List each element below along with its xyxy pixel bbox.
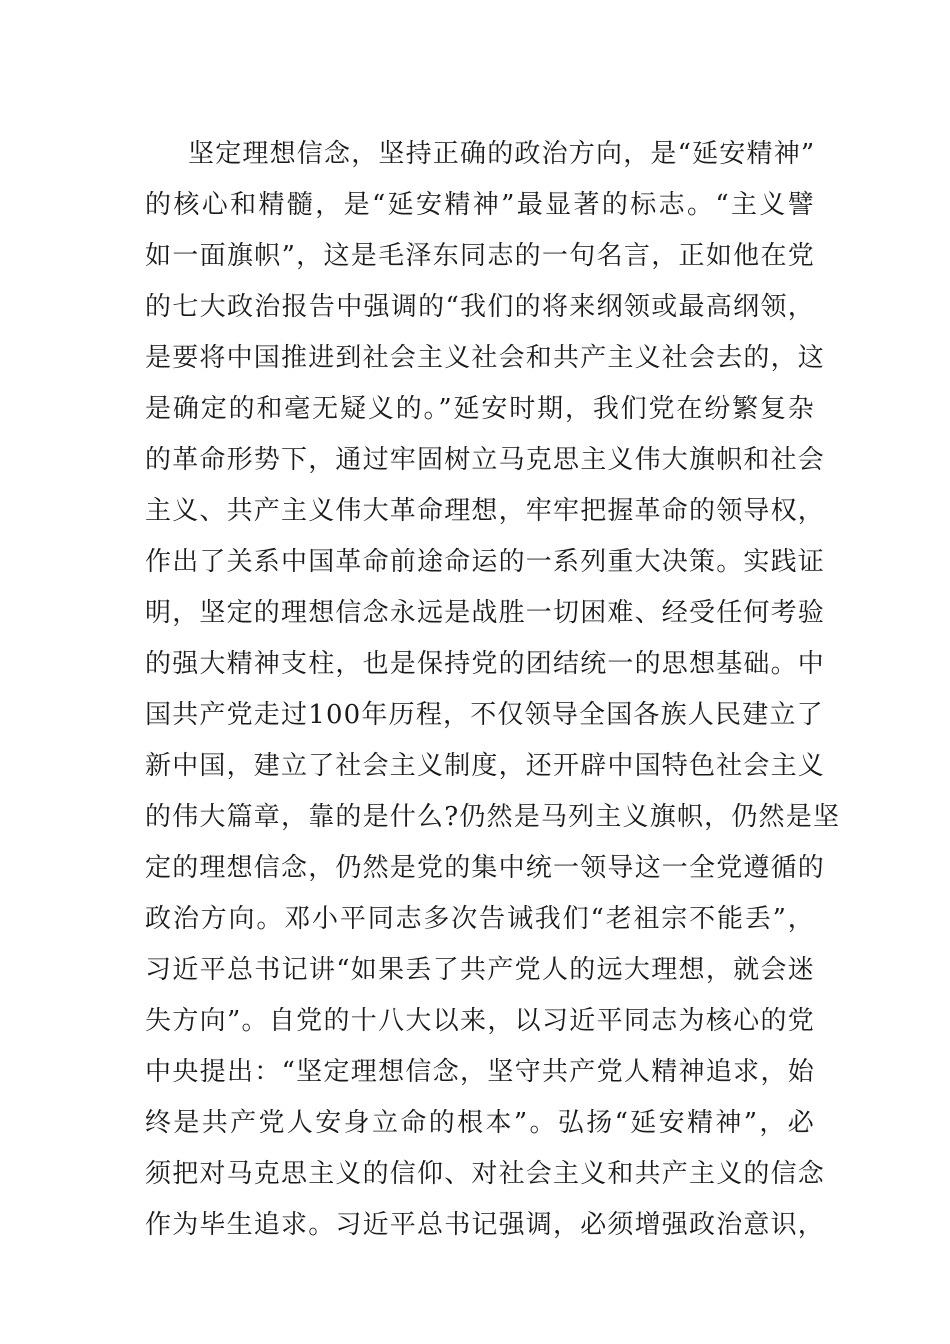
paragraph-line-15: 定的理想信念，仍然是党的集中统一领导这一全党遵循的 xyxy=(145,853,826,883)
paragraph-line-3: 如一面旗帜”，这是毛泽东同志的一句名言，正如他在党 xyxy=(145,241,815,271)
paragraph-line-4: 的七大政治报告中强调的“我们的将来纲领或最高纲领， xyxy=(145,292,815,322)
paragraph-line-6: 是确定的和毫无疑义的。”延安时期，我们党在纷繁复杂 xyxy=(145,394,815,424)
paragraph-line-1: 坚定理想信念，坚持正确的政治方向，是“延安精神” xyxy=(188,139,816,169)
paragraph-line-18: 失方向”。自党的十八大以来，以习近平同志为核心的党 xyxy=(145,1006,815,1036)
paragraph-line-7: 的革命形势下，通过牢固树立马克思主义伟大旗帜和社会 xyxy=(145,445,826,475)
paragraph-line-10: 明，坚定的理想信念永远是战胜一切困难、经受任何考验 xyxy=(145,598,826,628)
paragraph-line-5: 是要将中国推进到社会主义社会和共产主义社会去的，这 xyxy=(145,343,826,373)
paragraph-line-20: 终是共产党人安身立命的根本”。弘扬“延安精神”，必 xyxy=(145,1108,815,1138)
paragraph-line-12: 国共产党走过100年历程，不仅领导全国各族人民建立了 xyxy=(145,700,824,730)
paragraph-line-21: 须把对马克思主义的信仰、对社会主义和共产主义的信念 xyxy=(145,1159,826,1189)
paragraph-line-19: 中央提出：“坚定理想信念，坚守共产党人精神追求，始 xyxy=(145,1057,815,1087)
paragraph-line-14: 的伟大篇章，靠的是什么?仍然是马列主义旗帜，仍然是坚 xyxy=(145,802,841,832)
body-paragraph xyxy=(145,129,841,1251)
paragraph-line-13: 新中国，建立了社会主义制度，还开辟中国特色社会主义 xyxy=(145,751,826,781)
paragraph-line-16: 政治方向。邓小平同志多次告诫我们“老祖宗不能丢”， xyxy=(145,904,815,934)
paragraph-line-2: 的核心和精髓，是“延安精神”最显著的标志。“主义譬 xyxy=(145,190,815,220)
paragraph-line-17: 习近平总书记讲“如果丢了共产党人的远大理想，就会迷 xyxy=(145,955,815,985)
paragraph-line-9: 作出了关系中国革命前途命运的一系列重大决策。实践证 xyxy=(145,547,826,577)
paragraph-line-22: 作为毕生追求。习近平总书记强调，必须增强政治意识， xyxy=(145,1210,826,1240)
paragraph-line-11: 的强大精神支柱，也是保持党的团结统一的思想基础。中 xyxy=(145,649,826,679)
paragraph-line-8: 主义、共产主义伟大革命理想，牢牢把握革命的领导权， xyxy=(145,496,826,526)
